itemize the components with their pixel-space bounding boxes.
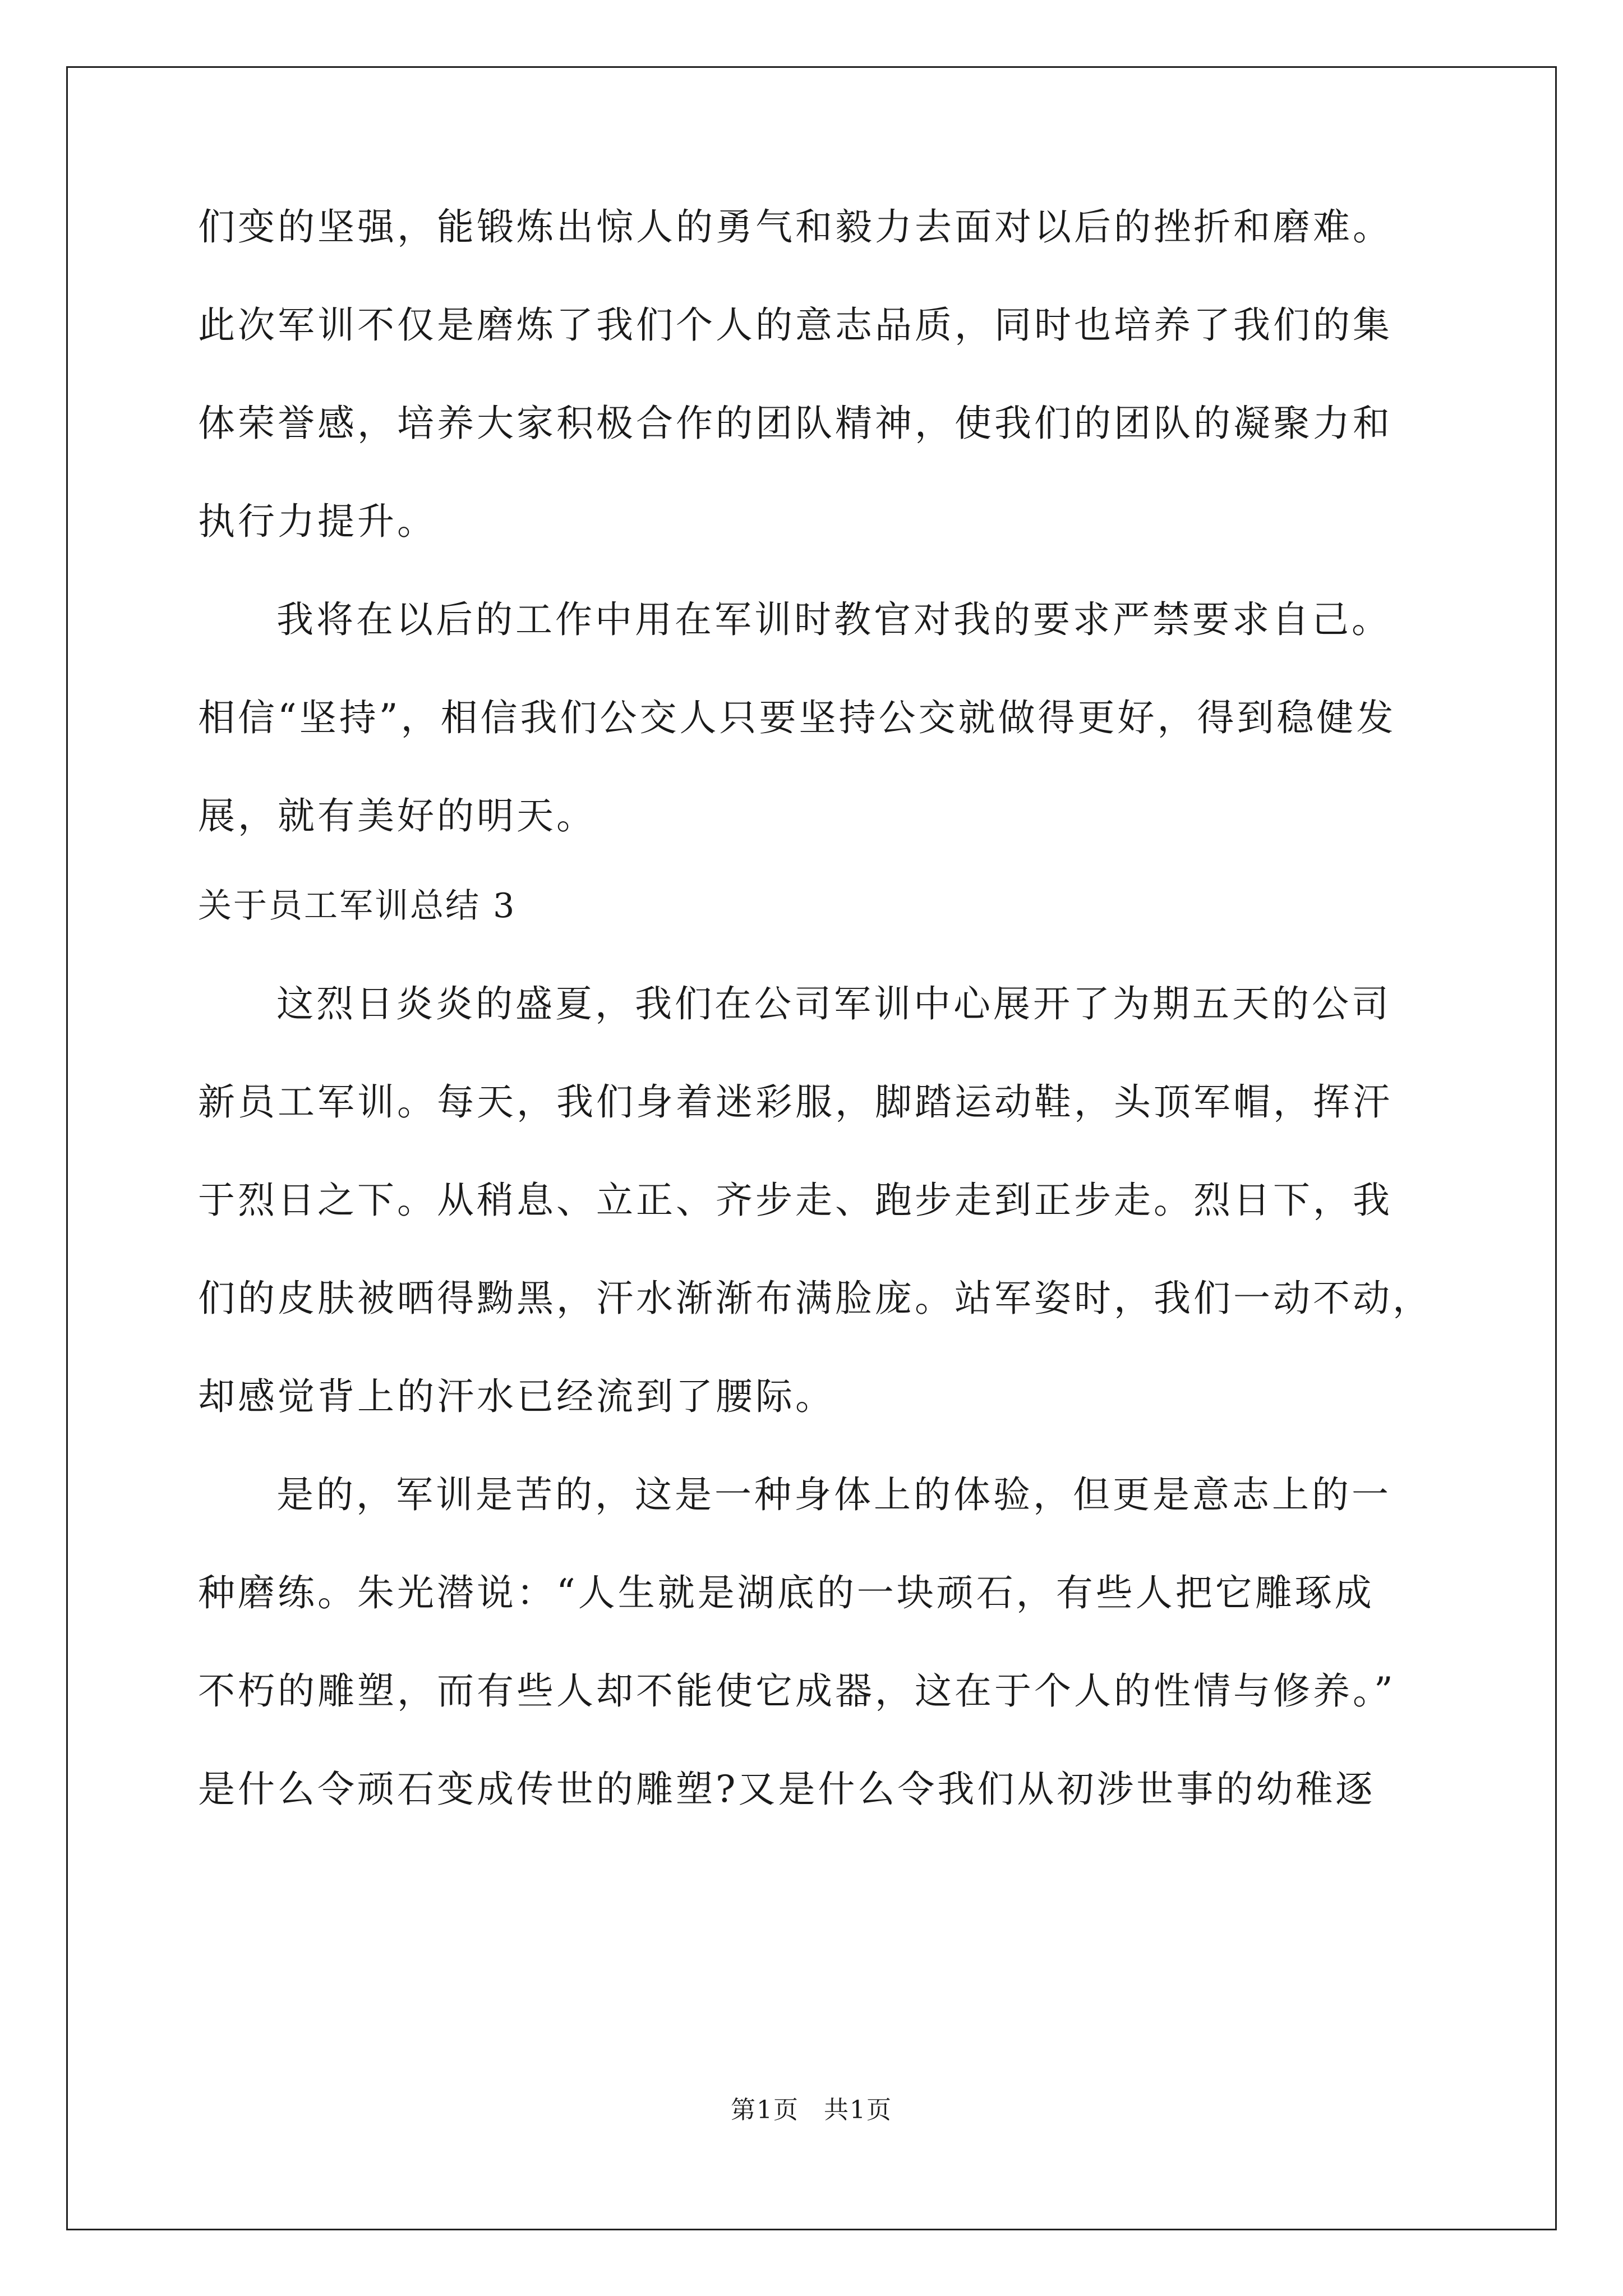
page-footer bbox=[0, 2093, 1623, 2127]
text-line: 于烈日之下。从稍息、立正、齐步走、跑步走到正步走。烈日下，我 bbox=[198, 1179, 1393, 1222]
text-line: 此次军训不仅是磨炼了我们个人的意志品质，同时也培养了我们的集 bbox=[198, 303, 1393, 347]
text-line: 新员工军训。每天，我们身着迷彩服，脚踏运动鞋，头顶军帽，挥汗 bbox=[198, 1080, 1393, 1124]
page-border bbox=[66, 66, 1557, 2230]
text-line: 是什么令顽石变成传世的雕塑?又是什么令我们从初涉世事的幼稚逐 bbox=[198, 1768, 1376, 1811]
text-line: 执行力提升。 bbox=[198, 500, 437, 543]
text-line: 展，就有美好的明天。 bbox=[198, 794, 596, 838]
text-line: 相信“坚持”，相信我们公交人只要坚持公交就做得更好，得到稳健发 bbox=[198, 696, 1396, 739]
text-line: 不朽的雕塑，而有些人却不能使它成器，这在于个人的性情与修养。” bbox=[198, 1669, 1396, 1713]
text-line: 种磨练。朱光潜说：“人生就是湖底的一块顽石，有些人把它雕琢成 bbox=[198, 1571, 1375, 1614]
text-line: 是的，军训是苦的，这是一种身体上的体验，但更是意志上的一 bbox=[276, 1473, 1391, 1516]
text-line: 这烈日炎炎的盛夏，我们在公司军训中心展开了为期五天的公司 bbox=[276, 982, 1391, 1025]
text-line: 却感觉背上的汗水已经流到了腰际。 bbox=[198, 1375, 835, 1418]
text-line: 体荣誉感，培养大家积极合作的团队精神，使我们的团队的凝聚力和 bbox=[198, 402, 1393, 445]
text-line: 我将在以后的工作中用在军训时教官对我的要求严禁要求自己。 bbox=[276, 598, 1391, 641]
page-total: 共1页 bbox=[824, 2096, 892, 2124]
page-number: 第1页 bbox=[731, 2096, 799, 2124]
text-line: 们变的坚强，能锻炼出惊人的勇气和毅力去面对以后的挫折和磨难。 bbox=[198, 205, 1393, 249]
section-heading: 关于员工军训总结 3 bbox=[198, 886, 517, 926]
text-line: 们的皮肤被晒得黝黑，汗水渐渐布满脸庞。站军姿时，我们一动不动， bbox=[198, 1277, 1432, 1320]
